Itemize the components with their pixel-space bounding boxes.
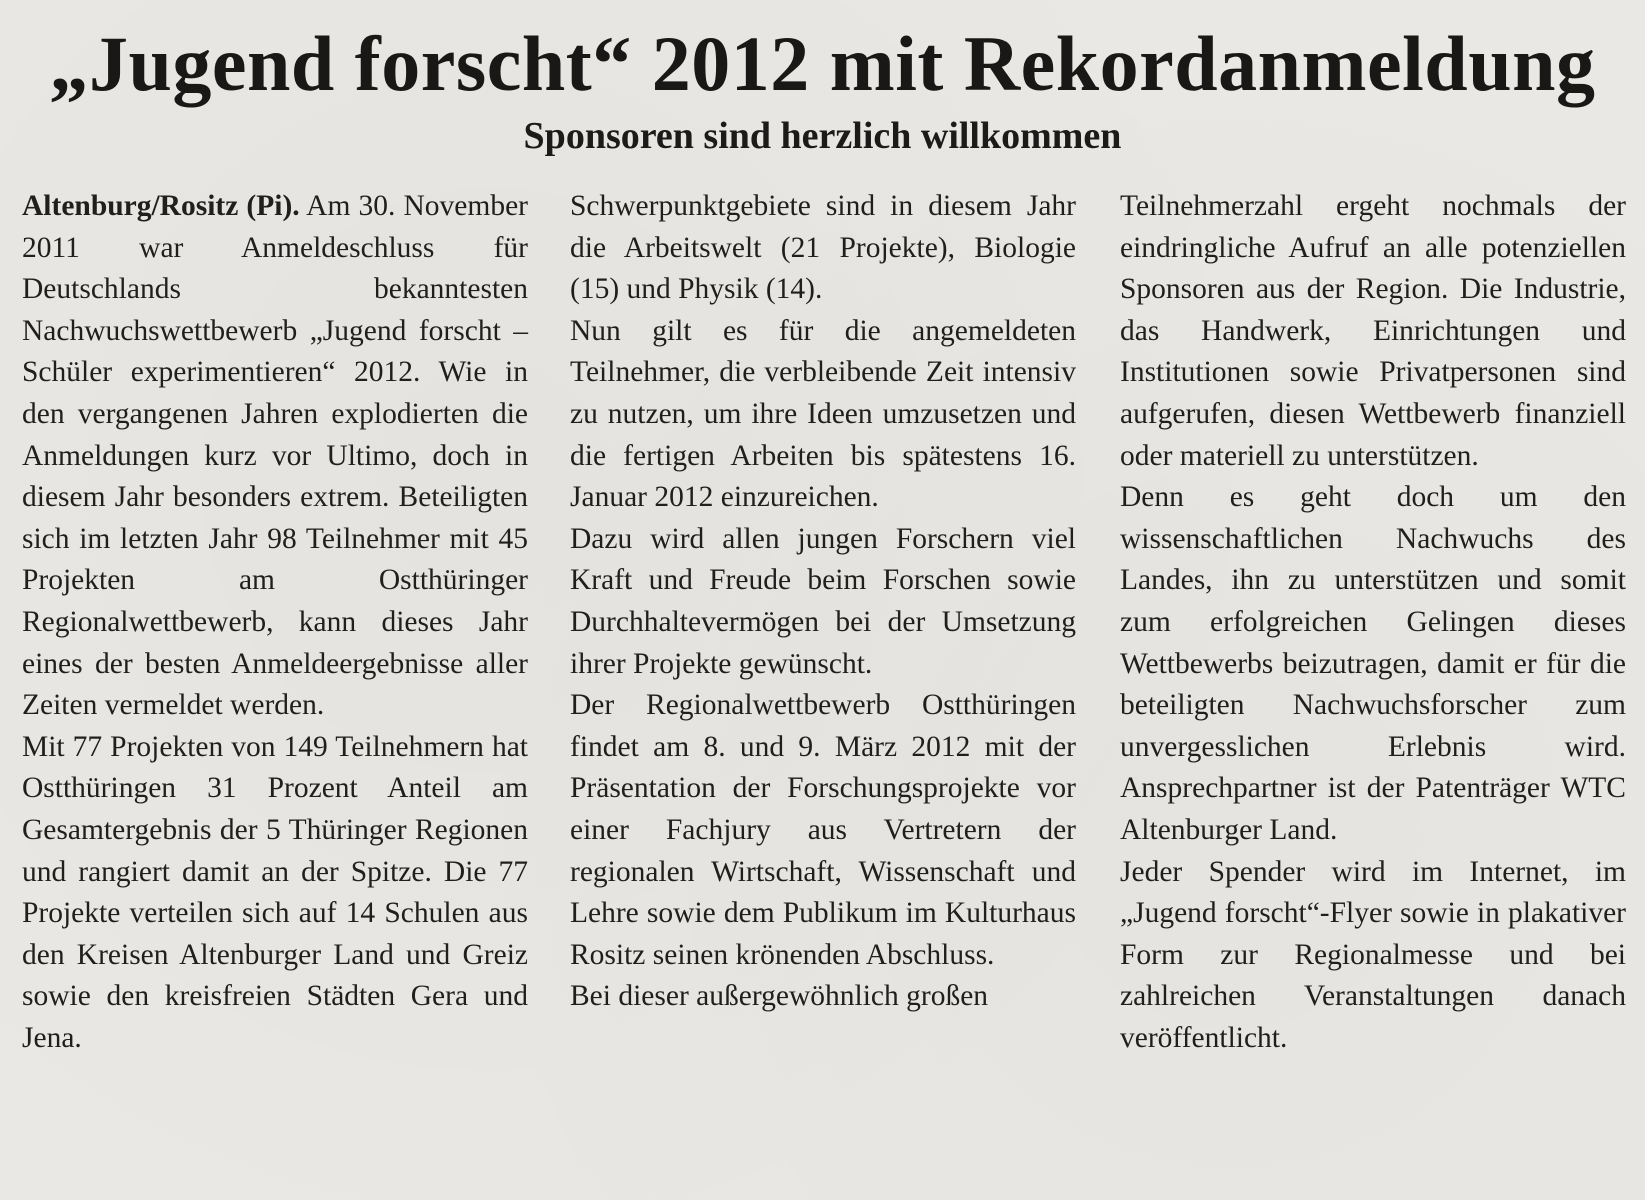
paragraph: Bei dieser außergewöhnlich großen (570, 980, 989, 1013)
paragraph (22, 186, 528, 727)
paragraph: Dazu wird allen jungen Forschern viel Kraft und Freude beim Forschen sowie Durchhaltevermögen bei der Umsetzung ihrer Projekte gewünscht. (570, 522, 1076, 680)
paragraph: Der Regionalwettbewerb Ostthüringen findet am 8. und 9. März 2012 mit der Präsentation der Forschungsprojekte vor einer Fachjury aus Vertretern der regionalen Wirtschaft, Wissenschaft und Lehre sowie dem Publikum im Kulturhaus Rositz seinen krönenden Abschluss. (570, 689, 1076, 971)
article-column-3 (1120, 186, 1626, 1059)
paragraph: Jeder Spender wird im Internet, im „Jugend forscht“-Flyer sowie in plakativer Form zur Regionalmesse und bei zahlreichen Veranstaltungen danach veröffentlicht. (1120, 855, 1626, 1054)
article-column-1 (22, 186, 528, 1059)
paragraph-text: Am 30. November 2011 war Anmeldeschluss für Deutschlands bekanntesten Nachwuchswettbewerb „Jugend forscht – Schüler experimentieren“ 2012. Wie in den vergangenen Jahren explodierten die Anmeldungen kurz vor Ultimo, doch in diesem Jahr besonders extrem. Beteiligten sich im letzten Jahr 98 Teilnehmer mit 45 Projekten am Ostthüringer Regionalwettbewerb, kann dieses Jahr eines der besten Anmeldeergebnisse aller Zeiten vermeldet werden. (22, 190, 528, 722)
paragraph: Teilnehmerzahl ergeht nochmals der eindringliche Aufruf an alle potenziellen Sponsoren aus der Region. Die Industrie, das Handwerk, Einrichtungen und Institutionen sowie Privatpersonen sind aufgerufen, diesen Wettbewerb finanziell oder materiell zu unterstützen. (1120, 190, 1626, 472)
article-column-2 (570, 186, 1076, 1018)
article-subheadline: Sponsoren sind herzlich willkommen (523, 115, 1122, 157)
paragraph: Nun gilt es für die angemeldeten Teilnehmer, die verbleibende Zeit intensiv zu nutzen, um ihre Ideen umzusetzen und die fertigen Arbeiten bis spätestens 16. Januar 2012 einzureichen. (570, 314, 1076, 514)
paragraph: Schwerpunktgebiete sind in diesem Jahr die Arbeitswelt (21 Projekte), Biologie (15) und Physik (14). (570, 190, 1076, 306)
article-dateline: Altenburg/Rositz (Pi). (22, 190, 300, 222)
paragraph: Denn es geht doch um den wissenschaftlichen Nachwuchs des Landes, ihn zu unterstützen und somit zum erfolgreichen Gelingen dieses Wettbewerbs beizutragen, damit er für die beteiligten Nachwuchsforscher zum unvergesslichen Erlebnis wird. Ansprechpartner ist der Patenträger WTC Altenburger Land. (1120, 481, 1626, 846)
article-headline: „Jugend forscht“ 2012 mit Rekordanmeldung (49, 20, 1596, 107)
paragraph: Mit 77 Projekten von 149 Teilnehmern hat Ostthüringen 31 Prozent Anteil am Gesamtergebnis der 5 Thüringer Regionen und rangiert damit an der Spitze. Die 77 Projekte verteilen sich auf 14 Schulen aus den Kreisen Altenburger Land und Greiz sowie den kreisfreien Städten Gera und Jena. (22, 730, 528, 1054)
